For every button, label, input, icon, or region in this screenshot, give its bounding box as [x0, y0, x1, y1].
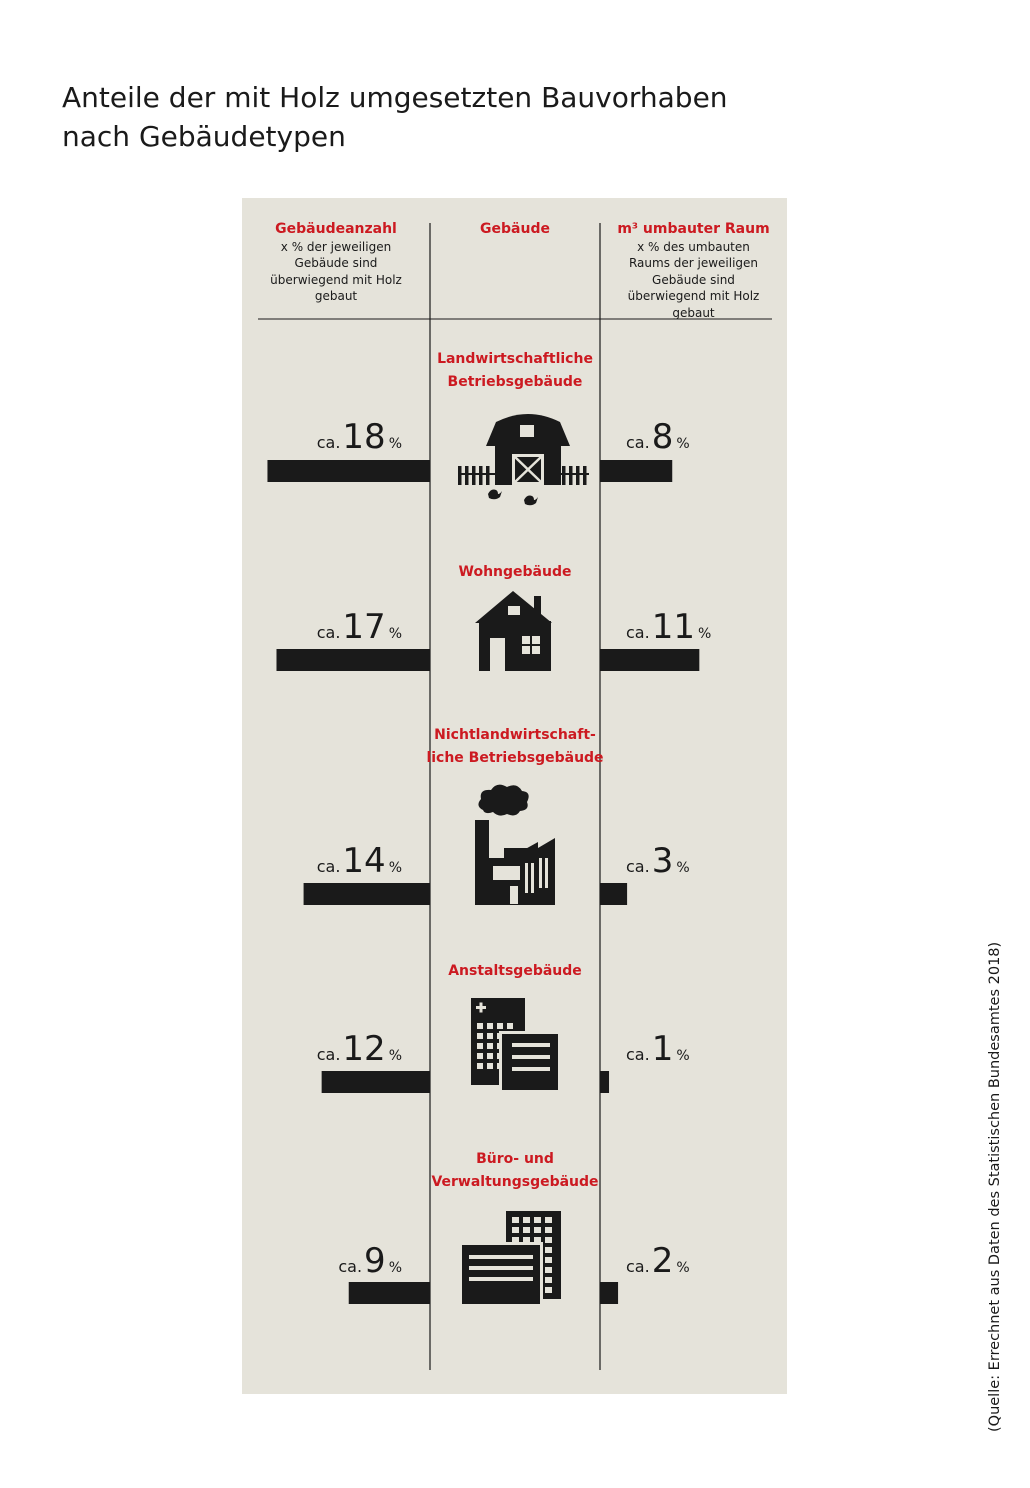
category-label: Büro- und Verwaltungsgebäude [431, 1151, 599, 1190]
header-left-title: Gebäudeanzahl [275, 221, 397, 237]
percent-sign: % [388, 626, 402, 642]
percent-sign: % [388, 1048, 402, 1064]
bar-gebaeudeanzahl [276, 649, 430, 671]
ca-label: ca. [316, 857, 341, 876]
value-label-count [316, 417, 402, 457]
value-label-volume [626, 417, 690, 457]
source-note: (Quelle: Errechnet aus Daten des Statistischen Bundesamtes 2018) [987, 941, 1003, 1432]
percent-sign: % [676, 1048, 690, 1064]
value-label-volume [626, 841, 690, 881]
value-number: 14 [342, 841, 386, 881]
value-number: 3 [651, 841, 674, 881]
percent-sign: % [388, 860, 402, 876]
bar-gebaeudeanzahl [349, 1282, 430, 1304]
ca-label: ca. [316, 623, 341, 642]
percent-sign: % [676, 436, 690, 452]
value-number: 9 [364, 1241, 386, 1281]
value-number: 18 [342, 417, 386, 457]
category-label: Nichtlandwirtschaft-liche Betriebsgebäude [426, 727, 604, 766]
ca-label: ca. [626, 433, 650, 452]
percent-sign: % [388, 436, 402, 452]
header-center [430, 221, 600, 239]
value-label-count [316, 841, 402, 881]
ca-label: ca. [316, 433, 341, 452]
chart-panel [242, 198, 787, 1394]
category-label: Landwirtschaftliche Betriebsgebäude [437, 351, 593, 390]
page-title: Anteile der mit Holz umgesetzten Bauvorhaben nach Gebäudetypen [62, 81, 728, 153]
value-label-count [316, 607, 402, 647]
value-number: 8 [651, 417, 674, 457]
percent-sign: % [388, 1260, 402, 1276]
percent-sign: % [676, 1260, 690, 1276]
header-left [242, 221, 430, 305]
bar-gebaeudeanzahl [304, 883, 430, 905]
ca-label: ca. [626, 857, 650, 876]
value-label-volume [626, 607, 712, 647]
category-label: Wohngebäude [458, 564, 572, 580]
ca-label: ca. [316, 1045, 341, 1064]
value-label-volume [626, 1241, 690, 1281]
value-number: 12 [342, 1029, 386, 1069]
value-label-count [338, 1241, 402, 1281]
percent-sign: % [697, 626, 712, 642]
bar-umbauter-raum [600, 883, 627, 905]
ca-label: ca. [626, 1257, 650, 1276]
ca-label: ca. [626, 623, 650, 642]
value-number: 11 [651, 607, 695, 647]
bar-gebaeudeanzahl [322, 1071, 430, 1093]
bar-umbauter-raum [600, 1071, 609, 1093]
percent-sign: % [676, 860, 690, 876]
value-number: 1 [651, 1029, 674, 1069]
bar-gebaeudeanzahl [267, 460, 430, 482]
value-label-volume [626, 1029, 690, 1069]
header-right-title: m³ umbauter Raum [617, 221, 770, 237]
header-left-subtitle: x % der jeweiligen Gebäude sind überwiegend mit Holz gebaut [270, 239, 402, 303]
category-label: Anstaltsgebäude [448, 963, 582, 979]
bar-umbauter-raum [600, 1282, 618, 1304]
ca-label: ca. [338, 1257, 363, 1276]
header-center-title: Gebäude [480, 221, 550, 237]
header-right-subtitle: x % des umbauten Raums der jeweiligen Gebäude sind überwiegend mit Holz gebaut [627, 239, 760, 320]
value-number: 2 [651, 1241, 674, 1281]
bar-umbauter-raum [600, 460, 672, 482]
ca-label: ca. [626, 1045, 650, 1064]
value-number: 17 [342, 607, 386, 647]
value-label-count [316, 1029, 402, 1069]
header-right [600, 221, 787, 321]
bar-umbauter-raum [600, 649, 699, 671]
